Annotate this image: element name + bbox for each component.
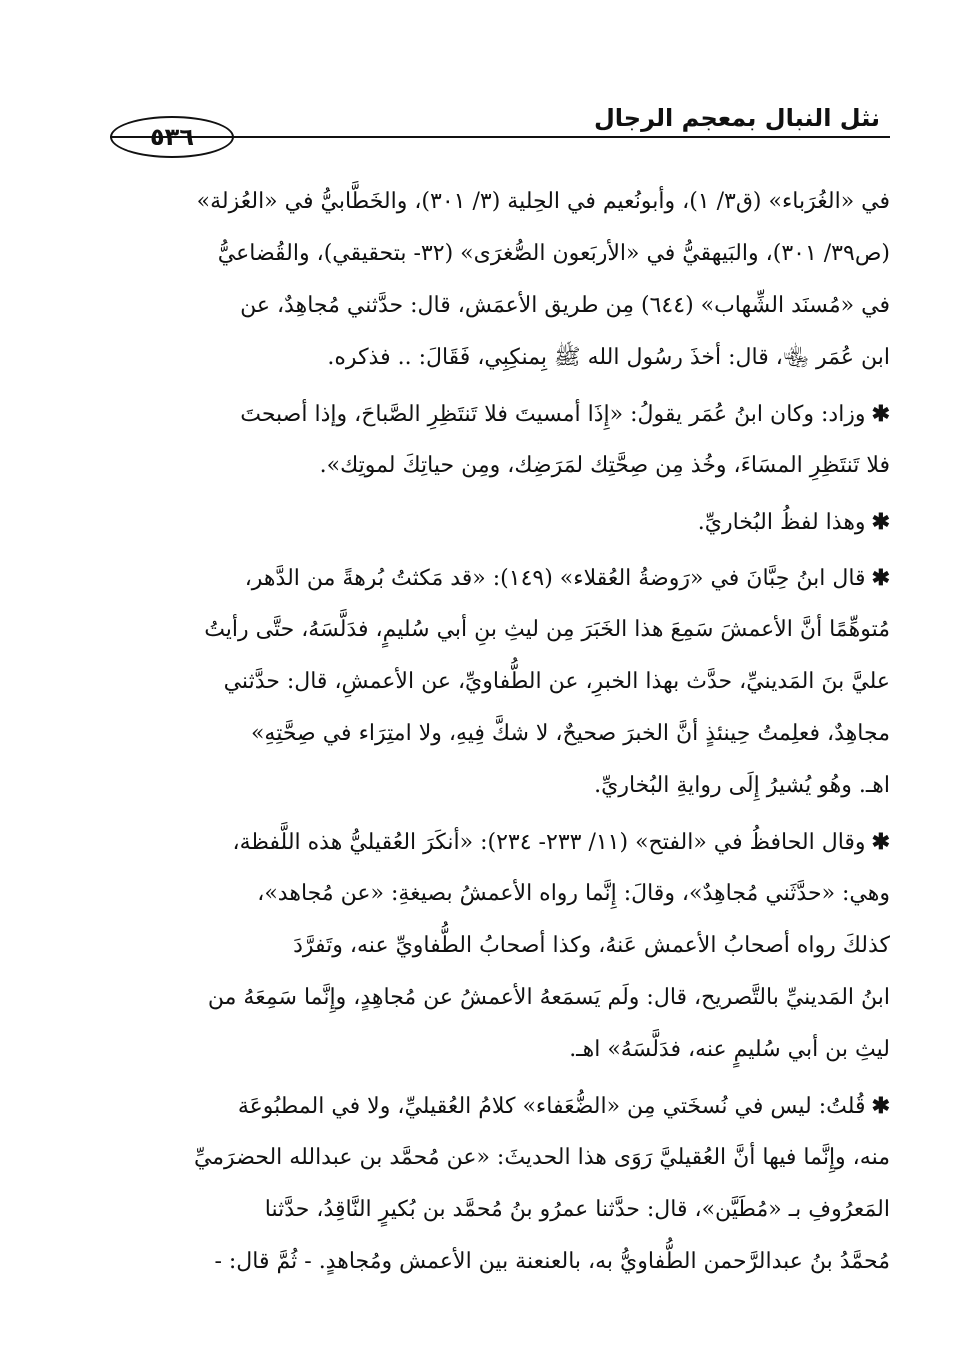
paragraph [100, 816, 890, 1076]
line-text: وقال الحافظُ في «الفتح» (١١/ ٢٣٣- ٢٣٤): «أنكَرَ العُقيليُّ هذه اللَّفظة، [232, 830, 866, 855]
line-text: اهـ. وهُو يُشيرُ إِلَى روايةِ البُخاريِّ. [594, 773, 890, 798]
header-rule [110, 136, 890, 138]
asterisk-icon: ✱ [871, 829, 890, 855]
line-text: وهذا لفظُ البُخاريِّ. [697, 510, 866, 535]
text-line [100, 552, 890, 604]
line-text: مُحمَّدُ بنُ عبدالرَّحمن الطُّفاويُّ به، بالعنعنة بين الأعمش ومُجاهدٍ. - ثُمَّ قال: - [214, 1249, 890, 1274]
paragraph [100, 552, 890, 812]
asterisk-icon: ✱ [871, 1093, 890, 1119]
line-text: ابنُ المَدينيِّ بالتَّصريح، قال: ولَم يَسمَعهُ الأعمشُ عن مُجاهِدٍ، وإِنَّما سَمِعَهُ من [207, 985, 890, 1010]
text-line [100, 1184, 890, 1236]
line-text: ليثِ بن أبي سُليمٍ عنه، فدَلَّسَهُ» اهـ. [569, 1037, 890, 1062]
text-line [100, 1024, 890, 1076]
asterisk-icon: ✱ [871, 401, 890, 427]
asterisk-icon: ✱ [871, 565, 890, 591]
paragraph [100, 496, 890, 548]
line-text: (ص٣٩/ ٣٠١)، والبَيهقيُّ في «الأربَعون الصُّغرَى» (٣٢- بتحقيقي)، والقُضاعيُّ [217, 241, 890, 266]
line-text: المَعرُوفِ بـ «مُطَيَّن»، قال: حدَّثنا عمرُو بنُ مُحمَّد بن بُكيرٍ النَّاقِدُ، حدَّثنا [264, 1197, 890, 1222]
line-text: قُلتُ: ليس في نُسخَتي مِن «الضُّعَفاء» كلامُ العُقيليِّ، ولا في المطبُوعَة [237, 1094, 866, 1119]
line-text: ابن عُمَر ﵄، قال: أخذَ رسُول الله ﷺ بِمنكِبِي، فَقَالَ: .. فذكره. [327, 345, 890, 370]
text-line [100, 920, 890, 972]
text-line [100, 332, 890, 384]
text-line [100, 280, 890, 332]
text-line [100, 440, 890, 492]
text-line [100, 496, 890, 548]
text-line [100, 868, 890, 920]
text-line [100, 1236, 890, 1288]
text-line [100, 816, 890, 868]
asterisk-icon: ✱ [871, 509, 890, 535]
line-text: قال ابنُ حِبَّانَ في «رَوضةُ العُقلاء» (١٤٩): «قد مَكثتُ بُرهةً من الدَّهر، [244, 566, 866, 591]
line-text: عليَّ بنَ المَدينيِّ، حدَّث بهذا الخبرِ، عن الطُّفاويِّ، عن الأعمشِ، قال: حدَّثني [223, 669, 890, 694]
body-text [100, 176, 890, 1288]
page-number: ٥٣٦ [150, 123, 194, 151]
line-text: كذلكَ رواه أصحابُ الأعمش عَنهُ، وكذا أصحابُ الطُّفاويِّ عنه، وتَفرَّدَ [293, 933, 890, 958]
book-title: نثل النبال بمعجم الرجال [593, 104, 880, 132]
line-text: وهي: «حدَّثَني مُجاهِدٌ»، وقالَ: إِنَّما رواه الأعمشُ بصيغةِ: «عن مُجاهد»، [257, 881, 890, 906]
line-text: في «الغُرَباء» (ق٣/ ١)، وأبونُعيم في الحِلية (٣/ ٣٠١)، والخَطَّابيُّ في «العُزلة» [196, 189, 890, 214]
line-text: فلا تَنتَظِرِ المسَاءَ، وخُذ مِن صِحَّتِك لمَرَضِك، ومِن حياتِكَ لموتِك». [319, 453, 890, 478]
text-line [100, 972, 890, 1024]
text-line [100, 176, 890, 228]
paragraph [100, 176, 890, 384]
running-header [110, 98, 890, 158]
line-text: منه، وإِنَّما فيها أنَّ العُقيليَّ رَوَى هذا الحديثَ: «عن مُحمَّد بن عبدالله الحضرَميِّ [193, 1145, 890, 1170]
text-line [100, 708, 890, 760]
line-text: وزاد: وكان ابنُ عُمَر يقولُ: «إِذَا أمسيتَ فلا تَنتَظِرِ الصَّباحَ، وإذا أصبحتَ [240, 402, 866, 427]
line-text: في «مُسنَد الشِّهاب» (٦٤٤) مِن طريق الأعمَش، قال: حدَّثني مُجاهِدٌ، عن [240, 293, 890, 318]
line-text: مجاهِدٌ، فعلِمتُ حِينئذٍ أنَّ الخبرَ صحيحٌ، لا شكَّ فِيهِ، ولا امتِرَاء في صِحَّتِهِ» [250, 721, 890, 746]
line-text: مُتوهِّمًا أنَّ الأعمشَ سَمِعَ هذا الخَبَرَ مِن ليثِ بنِ أبي سُليمٍ، فدَلَّسَهُ، حتَّى رأيتُ [204, 617, 890, 642]
text-line [100, 656, 890, 708]
text-line [100, 604, 890, 656]
paragraph [100, 1080, 890, 1288]
text-line [100, 1080, 890, 1132]
paragraph [100, 388, 890, 492]
text-line [100, 1132, 890, 1184]
text-line [100, 760, 890, 812]
text-line [100, 388, 890, 440]
text-line [100, 228, 890, 280]
